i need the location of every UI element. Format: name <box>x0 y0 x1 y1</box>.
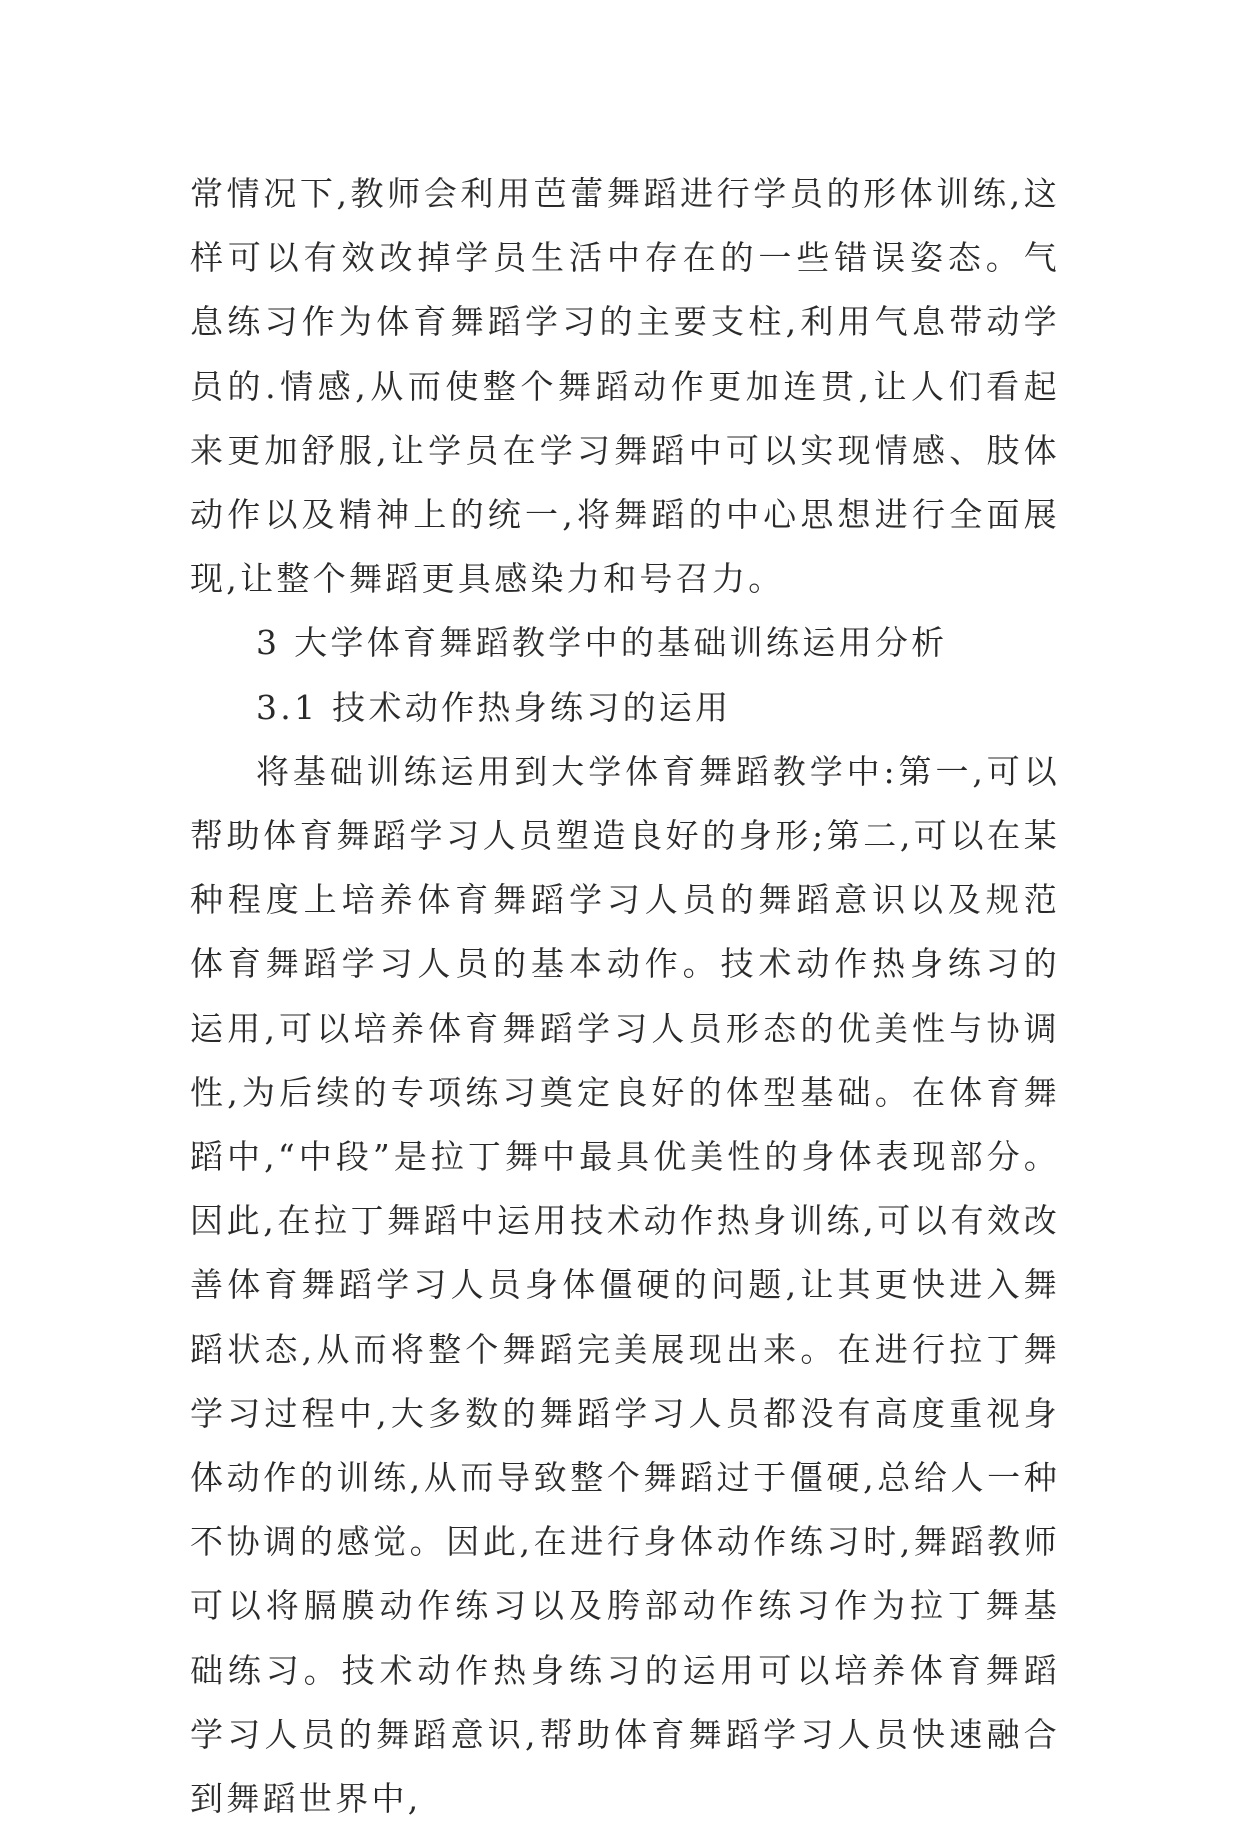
section-heading: 3 大学体育舞蹈教学中的基础训练运用分析 <box>256 623 948 663</box>
body-text <box>190 162 1060 1831</box>
paragraph-continuation: 常情况下,教师会利用芭蕾舞蹈进行学员的形体训练,这样可以有效改掉学员生活中存在的一些错误姿态。气息练习作为体育舞蹈学习的主要支柱,利用气息带动学员的.情感,从而使整个舞蹈动作更加连贯,让人们看起来更加舒服,让学员在学习舞蹈中可以实现情感、肢体动作以及精神上的统一,将舞蹈的中心思想进行全面展现,让整个舞蹈更具感染力和号召力。 <box>190 174 1060 599</box>
paragraph-body: 将基础训练运用到大学体育舞蹈教学中:第一,可以帮助体育舞蹈学习人员塑造良好的身形;第二,可以在某种程度上培养体育舞蹈学习人员的舞蹈意识以及规范体育舞蹈学习人员的基本动作。技术动作热身练习的运用,可以培养体育舞蹈学习人员形态的优美性与协调性,为后续的专项练习奠定良好的体型基础。在体育舞蹈中,“中段”是拉丁舞中最具优美性的身体表现部分。因此,在拉丁舞蹈中运用技术动作热身训练,可以有效改善体育舞蹈学习人员身体僵硬的问题,让其更快进入舞蹈状态,从而将整个舞蹈完美展现出来。在进行拉丁舞学习过程中,大多数的舞蹈学习人员都没有高度重视身体动作的训练,从而导致整个舞蹈过于僵硬,总给人一种不协调的感觉。因此,在进行身体动作练习时,舞蹈教师可以将膈膜动作练习以及胯部动作练习作为拉丁舞基础练习。技术动作热身练习的运用可以培养体育舞蹈学习人员的舞蹈意识,帮助体育舞蹈学习人员快速融合到舞蹈世界中, <box>190 751 1060 1819</box>
subsection-heading: 3.1 技术动作热身练习的运用 <box>256 687 732 727</box>
